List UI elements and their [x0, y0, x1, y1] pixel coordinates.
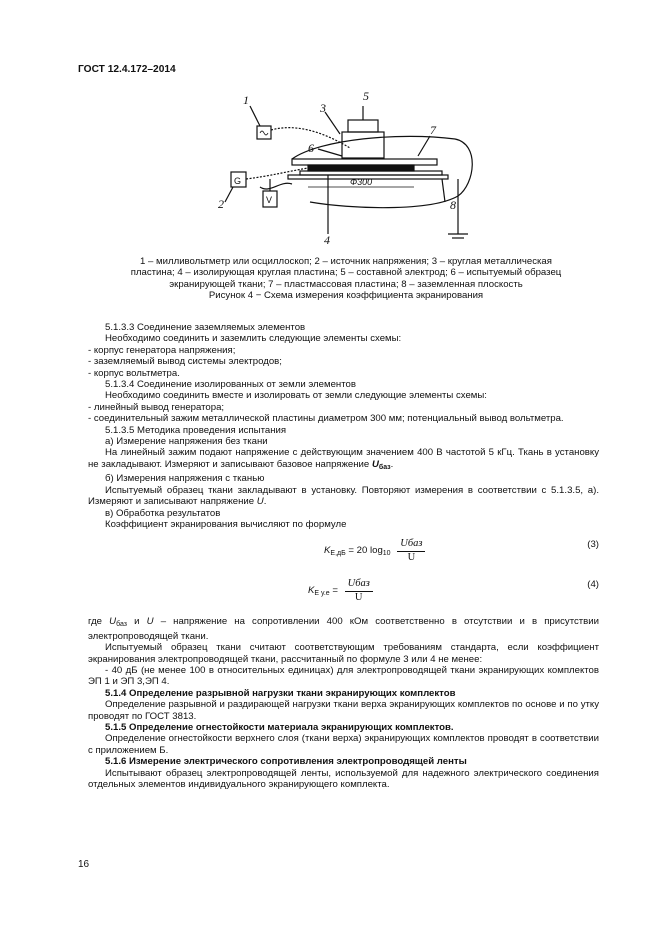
page-number: 16: [78, 859, 90, 870]
enclosure: [292, 136, 472, 207]
document-header: ГОСТ 12.4.172–2014: [78, 64, 176, 75]
list-item: - корпус генератора напряжения;: [88, 344, 236, 356]
list-item: - корпус вольтметра.: [88, 367, 180, 379]
caption-line: пластина; 4 – изолирующая круглая пластина; 5 – составной электрод; 6 – испытуемый образец: [130, 267, 562, 279]
paragraph: в) Обработка результатов: [105, 507, 221, 519]
equation-3: $K_{Е,дБ} = 20$ $\log_{10}$ $\frac{\text{Uбаз}}{U}$ (3): [324, 538, 599, 563]
paragraph: где $U_{баз}$ и U – напряжение на сопротивлении 400 кОм соответственно в отсутствии и в присутствии электропроводящей ткани.: [88, 616, 599, 642]
equation-number: (3): [587, 539, 599, 551]
paragraph: Необходимо соединить и заземлить следующие элементы схемы:: [105, 333, 402, 345]
callout-7: 7: [430, 123, 436, 137]
caption-line: 1 – милливольтметр или осциллоскоп; 2 – источник напряжения; 3 – круглая металлическая: [140, 256, 552, 267]
callout-6: 6: [308, 141, 314, 155]
caption-line: экранирующей ткани; 7 – пластмассовая пластина; 8 – заземленная плоскость: [169, 278, 523, 290]
plastic-plate: [292, 159, 437, 165]
paragraph: б) Измерения напряжения с тканью: [105, 473, 265, 485]
callout-3: 3: [320, 101, 326, 115]
document-body: [88, 322, 599, 790]
voltmeter-label: V: [266, 195, 273, 205]
insulating-plate: [300, 171, 442, 175]
figure-title: Рисунок 4 − Схема измерения коэффициента экранирования: [208, 290, 484, 302]
equation-4: $K_{Е у.е}$ = $\frac{\text{Uбаз}}{U}$ (4): [308, 578, 599, 603]
list-item: - линейный вывод генератора;: [88, 401, 225, 413]
generator-label: G: [234, 176, 242, 186]
callout-4: 4: [324, 233, 330, 247]
paragraph: Определение разрывной и раздирающей нагрузки ткани верха экранирующих комплектов по основе и по утку проводят по ГОСТ 3813.: [88, 699, 599, 722]
paragraph: - 40 дБ (не менее 100 в относительных единицах) для электропроводящей ткани экранирующих комплектов ЭП 1 и ЭП 3,ЭП 4.: [88, 664, 599, 688]
subsection-heading: 5.1.3.4 Соединение изолированных от земли элементов: [105, 379, 356, 391]
list-item: - заземляемый вывод системы электродов;: [88, 356, 282, 368]
list-item: - соединительный зажим металлической пластины диаметром 300 мм; потенциальный вывод вольтметра.: [88, 413, 564, 425]
paragraph: На линейный зажим подают напряжение с действующим значением 400 В частотой 5 кГц. Ткань в установку не закладывают. Измеряют и записывают базовое напряжение $U_{баз}$.: [88, 447, 599, 471]
callout-2: 2: [218, 197, 224, 211]
electrode-body: [342, 132, 384, 158]
callout-8: 8: [450, 198, 456, 212]
figure-caption: [92, 256, 600, 302]
paragraph: Испытуемый образец ткани считают соответствующим требованиям стандарта, если коэффициент экранирования электропроводящей ткани, рассчитанный по формуле 3 или 4 не менее:: [88, 642, 599, 665]
section-heading-5-1-4: 5.1.4 Определение разрывной нагрузки ткани экранирующих комплектов: [105, 687, 456, 699]
paragraph: Коэффициент экранирования вычисляют по формуле: [105, 518, 347, 530]
equation-number: (4): [587, 579, 599, 591]
measurement-schematic: [200, 84, 480, 256]
paragraph: Испытуемый образец ткани закладывают в установку. Повторяют измерения в соответствии с 5.1.3.5, а). Измеряют и записывают напряжение U.: [88, 484, 599, 508]
subsection-heading: 5.1.3.5 Методика проведения испытания: [105, 424, 287, 436]
metal-plate: [308, 165, 414, 171]
paragraph: а) Измерение напряжения без ткани: [105, 436, 268, 448]
composite-electrode: [348, 120, 378, 132]
paragraph: Необходимо соединить вместе и изолировать от земли следующие элементы схемы:: [105, 390, 487, 402]
section-heading-5-1-6: 5.1.6 Измерение электрического сопротивления электропроводящей ленты: [105, 756, 467, 768]
paragraph: Определение огнестойкости верхнего слоя (ткани верха) экранирующих комплектов проводят в соответствии с приложением Б.: [88, 733, 599, 756]
section-heading-5-1-5: 5.1.5 Определение огнестойкости материала экранирующих комплектов.: [105, 721, 454, 733]
subsection-heading: 5.1.3.3 Соединение заземляемых элементов: [105, 322, 306, 333]
paragraph: Испытывают образец электропроводящей ленты, используемой для надежного электрического соединения отдельных элементов индивидуального экранирующего комплекта.: [88, 767, 599, 790]
callout-1: 1: [243, 93, 249, 107]
dimension-label: Ф300: [350, 177, 373, 187]
callout-5: 5: [363, 89, 369, 103]
